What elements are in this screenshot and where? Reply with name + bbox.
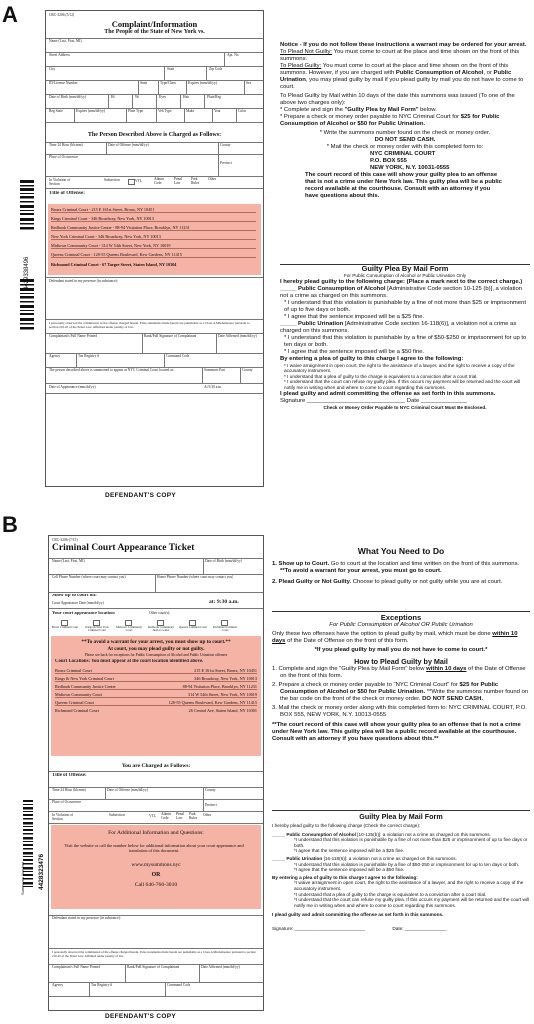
field-county-2: County bbox=[242, 368, 253, 372]
how-step-2d: DO NOT SEND CASH. bbox=[422, 696, 483, 702]
ticket-court-name-midtown: Midtown Community Court bbox=[55, 692, 161, 698]
barcode-a bbox=[18, 180, 42, 330]
notice-prepare-2: $25 for Public Consumption of Alcohol or $50 for Public Urination. bbox=[280, 114, 500, 127]
field-apt: Apt. No. bbox=[227, 53, 240, 57]
field-title-offense: Title of Offense: bbox=[49, 191, 85, 195]
how-step-3: 3. Mail the check or money order along with this completed form to: NYC CRIMINAL COURT, P.O. BOX 555, NEW YORK, N.Y. 10013-0555 bbox=[272, 705, 527, 718]
ticket-field-cell: Cell Phone Number (where court may contact you) bbox=[52, 575, 126, 579]
notice-warning: Notice - If you do not follow these instructions a warrant may be ordered for your arrest. bbox=[280, 42, 527, 48]
ticket-court-name-redhook: Redhook Community Justice Center bbox=[55, 684, 161, 690]
ticket-charged-heading: You are Charged as Follows: bbox=[121, 763, 191, 769]
ticket-field-place: Place of Occurrence bbox=[52, 800, 82, 804]
location-option-richmond[interactable]: Richmond Criminal Court bbox=[213, 626, 237, 633]
field-agency: Agency bbox=[49, 354, 61, 358]
plea-alcohol-label-b: _____ Public Consumption of Alcohol bbox=[272, 831, 356, 837]
panel-b-label: B bbox=[2, 512, 18, 537]
exceptions-sub: For Public Consumption of Alcohol OR Public Urination bbox=[329, 622, 473, 628]
field-summoned: The person described above is summoned to appear at NYC Criminal Court located at: bbox=[49, 368, 174, 372]
field-state: State bbox=[167, 67, 175, 71]
ticket-field-county: County bbox=[205, 788, 216, 792]
ticket-appearance-time: at: 9:30 a.m. bbox=[209, 599, 239, 605]
field-violation: In Violation of Section bbox=[49, 178, 71, 186]
location-option-redhook[interactable]: Redhook Community Justice Center bbox=[148, 626, 174, 633]
field-summons-part: Summons Part bbox=[204, 368, 226, 372]
exceptions-divider bbox=[272, 611, 530, 612]
field-ht: Ht bbox=[111, 95, 115, 99]
ticket-field-agency: Agency bbox=[52, 983, 64, 987]
field-zip: Zip Code bbox=[209, 67, 223, 71]
back-step-2-text: Choose to plead guilty or not guilty while you are at court. bbox=[351, 579, 503, 585]
location-option-midtown[interactable]: Midtown Community Court bbox=[115, 626, 143, 633]
ticket-field-date-affirmed: Date Affirmed (mm/dd/yy) bbox=[201, 965, 240, 969]
ticket-defendant-stated: Defendant stated in my presence (in substance): bbox=[52, 916, 121, 920]
ticket-field-tax: Tax Registry # bbox=[91, 983, 113, 987]
exceptions-section bbox=[272, 613, 530, 743]
ticket-title: Criminal Court Appearance Ticket bbox=[52, 543, 195, 553]
how-to-heading: How to Plead Guilty by Mail bbox=[354, 657, 448, 666]
ticket-warning-1: **To avoid a warrant for your arrest, you must show up to court.** bbox=[81, 639, 231, 645]
what-you-need-to-do bbox=[272, 546, 530, 586]
field-color: Color bbox=[238, 109, 247, 113]
ticket-court-name-richmond: Richmond Criminal Court bbox=[55, 708, 99, 713]
location-option-queens[interactable]: Queens Criminal Court bbox=[179, 626, 207, 629]
field-admin-code: Admin Code bbox=[154, 177, 164, 185]
field-county: County bbox=[220, 143, 231, 147]
field-reg-expires: Expires (mm/dd/yy) bbox=[76, 109, 106, 113]
notice-address-3: NEW YORK, N.Y. 10031-0555 bbox=[370, 165, 450, 171]
plea-refuse-b: *I understand that the court can refuse my guilty plea. If this occurs my payment will be returned and the court will notify me in writing when and where to come to court regarding this summons. bbox=[294, 897, 530, 908]
plea-check-a: Check or Money Order Payable to NYC Criminal Court Must Be Enclosed. bbox=[323, 404, 487, 410]
field-make: Make bbox=[186, 109, 195, 113]
guilty-plea-form-b bbox=[272, 812, 530, 932]
how-step-1c: of the Date of Offense on the front of this form. bbox=[280, 666, 526, 679]
plea-urination-text-b: [16-118(6)]: a violation not a crime as charged on this summons. bbox=[322, 855, 457, 861]
field-date-offense: Date of Offense (mm/dd/yy) bbox=[108, 143, 149, 147]
court-row-new-york: New York Criminal Court - 346 Broadway, New York, NY 10013 bbox=[51, 234, 256, 240]
plea-alcohol-2-a: * I agree that the sentence imposed will be a $25 fine. bbox=[284, 313, 425, 320]
court-row-richmond: Richmond Criminal Court - 67 Targee Street, Staten Island, NY 10304 bbox=[51, 262, 177, 267]
ticket-field-home: Home Phone Number (where court may contact you) bbox=[157, 575, 234, 579]
notice-address-1: NYC CRIMINAL COURT bbox=[370, 151, 436, 157]
ticket-website[interactable]: www.mysummons.nyc bbox=[131, 862, 181, 868]
complaint-information-form bbox=[45, 10, 264, 487]
ticket-other-courts: Other court(s): bbox=[149, 611, 171, 615]
ticket-warning-3: Please see back for exceptions for Public Consumption of Alcohol and Public Urination offenses bbox=[84, 653, 228, 657]
notice-guilty-label: To Plead Guilty: bbox=[280, 63, 322, 69]
ticket-court-name-kings: Kings & New York Criminal Court bbox=[55, 676, 161, 682]
ticket-info-text: Visit the website or call the number below for additional information about your court appearance and translation of this document. bbox=[64, 843, 244, 854]
ticket-show-up: Show up to court on: bbox=[52, 594, 97, 598]
plea-urination-label-b: _____ Public Urination bbox=[272, 855, 323, 861]
exceptions-heading: Exceptions bbox=[380, 613, 422, 622]
form-code: CRC-3206 (5/12) bbox=[49, 13, 75, 17]
plea-admit-b: I plead guilty and admit committing the offense as set forth in this summons. bbox=[272, 912, 444, 918]
ticket-court-name-queens: Queens Criminal Court bbox=[55, 700, 161, 706]
field-id: ID/License Number bbox=[49, 81, 78, 85]
notice-no-cash: DO NOT SEND CASH. bbox=[374, 137, 436, 143]
ticket-field-vtl: VTL bbox=[149, 814, 156, 818]
field-penal-law: Penal Law bbox=[174, 177, 182, 185]
notice-record: The court record of this case will show your guilty plea to an offense that is not a crime under New York law. This guilty plea will be a public record available at the courthouse. Consult with an attorney if you have questions about this. bbox=[305, 172, 502, 199]
plea-title-b: Guilty Plea by Mail Form bbox=[359, 812, 443, 821]
field-street: Street Address bbox=[49, 53, 70, 57]
field-id-state: State bbox=[140, 81, 148, 85]
notice-complete-1: * Complete and sign the bbox=[280, 107, 345, 113]
plea-urination-1-b: *I understand that this violation is punishable by a fine of $50-250 or imprisonment for up to ten days or both. bbox=[294, 861, 520, 867]
ticket-field-penal: Penal Law bbox=[176, 812, 184, 820]
field-reg-state: Reg State bbox=[49, 109, 63, 113]
field-sex: Sex bbox=[246, 81, 252, 85]
back-step-1-title: 1. Show up to Court. bbox=[272, 561, 330, 567]
plea-urination-2-a: * I agree that the sentence imposed will be a $50 fine. bbox=[284, 348, 425, 355]
field-command-code: Command Code bbox=[166, 354, 190, 358]
ticket-or: OR bbox=[151, 872, 161, 878]
ticket-court-locations: Court Locations: You must appear at the court location identified above. bbox=[55, 659, 204, 664]
field-park-rules: Park Rules bbox=[191, 177, 200, 185]
ticket-court-address-richmond: 26 Central Ave, Staten Island, NY 10301 bbox=[188, 708, 257, 713]
field-dob: Date of Birth (mm/dd/yy) bbox=[49, 95, 87, 99]
field-wt: Wt bbox=[135, 95, 140, 99]
back-step-2-title: 2. Plead Guilty or Not Guilty. bbox=[272, 579, 352, 585]
plea-conviction-a: * I understand that a plea of guilty to the charge is equivalent to a conviction after a court trial. bbox=[284, 373, 478, 379]
barcode-number-b: 4428323476 bbox=[38, 853, 45, 890]
court-row-bronx: Bronx Criminal Court - 215 E 161st Street, Bronx, NY 10451 bbox=[51, 207, 256, 213]
back-record: **The court record of this case will show your guilty plea to an offense that is not a crime under New York law. This guilty plea will be a public record available at the courthouse. Consult with an attorney if you have questions about this.** bbox=[272, 722, 521, 742]
panel-a-label: A bbox=[2, 2, 18, 27]
plea-conviction-b: *I understand that a plea of guilty to the charge is equivalent to a conviction after a court trial. bbox=[294, 891, 487, 897]
defendants-copy-caption-a: DEFENDANT'S COPY bbox=[105, 492, 176, 499]
field-vtl: VTL bbox=[135, 179, 142, 183]
how-step-2b: $25 for Public Consumption of Alcohol or $50 for Public Urination. bbox=[280, 682, 499, 695]
plea-hereby-b: I hereby plead guilty to the following charge (Check the correct charge): bbox=[272, 823, 421, 828]
ticket-affirmation: I personally observed the commission of the offense charged herein. False statements made herein are punishable as a Class A Misdemeanor pursuant to section 210.45 of the Penal Law. Affirmed under penalty of law. bbox=[52, 950, 256, 958]
ticket-court-address-midtown: 314 W 54th Street, New York, NY 10019 bbox=[161, 692, 257, 698]
ticket-code: CRC-3206-(7/15) bbox=[52, 538, 78, 542]
exceptions-text-2: within 10 days bbox=[272, 631, 518, 644]
form-title: Complaint/Information bbox=[111, 19, 198, 29]
field-subsection: Subsection bbox=[104, 178, 120, 182]
plea-urination-1-a: * I understand that this violation is punishable by a fine of $50-$250 or imprisonment for up to ten days or both. bbox=[284, 334, 527, 348]
ticket-location-label: Your court appearance location: bbox=[52, 610, 116, 615]
how-step-2a: 2. Prepare a check or money order payable to "NYC Criminal Court" for bbox=[272, 682, 460, 688]
plea-alcohol-text-b: [10-125(b)]: a violation not a crime as charged on this summons. bbox=[355, 831, 491, 837]
notice-or: , or bbox=[483, 70, 494, 76]
ticket-field-admin: Admin Code bbox=[161, 812, 171, 820]
affirmation-text: I personally observed the commission of the offense charged herein. False statements made herein are punishable as a Class A Misdemeanor pursuant to section 210.45 of the Penal Law. Affirmed under penalty of law. bbox=[49, 321, 250, 329]
plea-subtitle-a: For Public Consumption of Alcohol or Public Urination Only bbox=[343, 273, 467, 278]
ticket-field-time: Time 24 Hour (hh:mm) bbox=[52, 788, 86, 792]
notice-not-guilty-label: To Plead Not Guilty: bbox=[280, 49, 333, 55]
ticket-court-address-bronx: 215 E 161st Street, Bronx, NY 10451 bbox=[161, 668, 257, 674]
plea-divider-b bbox=[272, 810, 530, 811]
plea-entering-b: By entering a plea of guilty to this charge I agree to the following: bbox=[272, 874, 418, 880]
notice-guilty-text-1: You must come to court at the place and time shown on the front of this summons. However, if you are charged with bbox=[280, 63, 509, 76]
field-expires: Expires (mm/dd/yy) bbox=[188, 81, 218, 85]
ticket-appearance-date: Court Appearance Date (mm/dd/yy) bbox=[52, 601, 104, 605]
ticket-field-name: Name (Last, First, MI) bbox=[52, 559, 85, 563]
appearance-ticket-form bbox=[48, 535, 264, 1011]
field-date-appearance: Date of Appearance (mm/dd/yy) bbox=[49, 385, 96, 389]
ticket-court-address-queens: 120-55 Queens Boulevard, Kew Gardens, NY 11415 bbox=[161, 700, 257, 706]
notice-not-guilty-text: You must come to court at the place and time shown on the front of this summons. bbox=[280, 49, 520, 62]
plea-alcohol-1-b: *I understand that this violation is punishable by a fine of not more than $25 or imprisonment of up to five days or both. bbox=[294, 837, 528, 848]
ticket-field-precinct: Precinct bbox=[205, 803, 217, 807]
notice-complete-2: "Guilty Plea by Mail Form" bbox=[344, 107, 419, 113]
form-subtitle: The People of the State of New York vs. bbox=[104, 29, 205, 35]
court-row-redhook: Redhook Community Justice Center - 88-94 Visitation Place, Brooklyn, NY 11231 bbox=[51, 225, 256, 231]
notice-text bbox=[280, 42, 530, 200]
field-tax-registry: Tax Registry # bbox=[78, 354, 100, 358]
ticket-field-complainant: Complainant's Full Name Printed bbox=[52, 965, 101, 969]
ticket-field-park: Park Rules bbox=[189, 812, 198, 820]
ticket-info-title: For Additional Information and Questions: bbox=[108, 830, 204, 836]
ticket-phone[interactable]: Call 646-760-3010 bbox=[134, 882, 178, 888]
plea-alcohol-text-a: [Administrative Code section 10-125 (b)], a violation not a crime as charged on this summons. bbox=[280, 285, 523, 299]
guilty-plea-form-a bbox=[280, 265, 530, 410]
field-other: Other bbox=[208, 177, 217, 181]
plea-signature-b[interactable]: Signature: ___________________________ bbox=[272, 925, 366, 931]
field-place: Place of Occurrence bbox=[49, 155, 79, 159]
court-row-queens: Queens Criminal Court - 120-55 Queens Boulevard, Kew Gardens, NY 11415 bbox=[51, 252, 256, 258]
field-time: Time 24 Hour (hh:mm) bbox=[49, 143, 83, 147]
exceptions-note: *If you plead guilty by mail you do not have to come to court.* bbox=[314, 647, 488, 653]
ticket-warning-2: At court, you may plead guilty or not guilty. bbox=[107, 646, 205, 652]
notice-mail-intro: To Plead Guilty by Mail within 10 days of the date this summons was issued (To one of the above two charges only): bbox=[280, 93, 515, 106]
how-step-1a: 1. Complete and sign the "Guilty Plea by Mail Form" below bbox=[272, 666, 427, 672]
field-eyes: Eyes bbox=[159, 95, 166, 99]
ticket-title-offense: Title of Offense: bbox=[52, 773, 87, 778]
field-appearance-time: At 9:30 a.m. bbox=[204, 385, 222, 389]
summons-number-label: Summons Number bbox=[20, 861, 25, 895]
field-name: Name (Last, First, MI) bbox=[49, 39, 82, 43]
plea-alcohol-label-a: _____ Public Consumption of Alcohol bbox=[280, 285, 386, 292]
barcode-number-a: 4429338496 bbox=[24, 256, 30, 290]
back-step-1-text: Go to court at the location and time written on the front of this summons. bbox=[329, 561, 520, 567]
ticket-field-violation: In Violation of Section bbox=[52, 813, 74, 821]
location-option-bronx[interactable]: Bronx Criminal Court bbox=[51, 626, 79, 629]
court-row-midtown: Midtown Community Court - 314 W 54th Street, New York, NY 10019 bbox=[51, 243, 256, 249]
plea-urination-label-a: _____ Public Urination bbox=[280, 320, 344, 327]
ticket-court-address-redhook: 88-94 Visitation Place, Brooklyn, NY 11231 bbox=[161, 684, 257, 690]
plea-entering-a: By entering a plea of guilty to this charge I agree to the following: bbox=[280, 355, 464, 362]
ticket-field-date-offense: Date of Offense (mm/dd/yy) bbox=[107, 788, 148, 792]
notice-alcohol: Public Consumption of Alcohol bbox=[395, 70, 484, 76]
field-plate: Plate/Reg bbox=[207, 95, 221, 99]
back-heading: What You Need to Do bbox=[357, 546, 445, 556]
field-precinct: Precinct bbox=[220, 161, 232, 165]
court-row-kings: Kings Criminal Court - 346 Broadway, New York, NY 10013 bbox=[51, 216, 256, 222]
plea-admit-a: I plead guilty and admit committing the offense as set forth in this summons. bbox=[280, 390, 496, 397]
field-hair: Hair bbox=[183, 95, 190, 99]
ticket-field-command: Command Code bbox=[167, 983, 191, 987]
notice-prepare-1: * Prepare a check or money order payable to NYC Criminal Court for bbox=[280, 114, 461, 120]
field-city: City bbox=[49, 67, 56, 71]
plea-waive-b: *I waive arraignment in open court, the right to the assistance of a lawyer, and the right to receive a copy of the accusatory instrument. bbox=[294, 880, 524, 891]
ticket-court-name-bronx: Bronx Criminal Court bbox=[55, 668, 161, 674]
ticket-field-subsection: Subsection bbox=[109, 813, 125, 817]
field-type: Type/Class bbox=[160, 81, 176, 85]
plea-waive-a: * I waive arraignment in open court, the right to the assistance of a lawyer, and the right to receive a copy of the accusatory instrument. bbox=[284, 362, 515, 374]
how-step-2c: **Write the summons number found on the bar code on the front of the check or money order. bbox=[280, 689, 529, 702]
charged-heading: The Person Described Above is Charged as Follows: bbox=[87, 132, 222, 138]
how-step-1b: within 10 days bbox=[426, 666, 467, 672]
ticket-field-rank: Rank/Full Signature of Complainant bbox=[127, 965, 180, 969]
exceptions-text-3: of the Date of Offense on the front of this form. bbox=[285, 638, 409, 644]
plea-urination-2-b: *I agree that the sentence imposed will be a $50 fine. bbox=[294, 867, 405, 873]
plea-alcohol-2-b: *I agree that the sentence imposed will be a $25 fine. bbox=[294, 848, 405, 854]
notice-write-summons: * Write the summons number found on the check or money order. bbox=[319, 130, 491, 136]
notice-urination: Public Urination bbox=[280, 70, 512, 83]
back-step-1-warning: **To avoid a warrant for your arrest, you must go to court. bbox=[280, 568, 442, 574]
field-defendant-stated: Defendant stated in my presence (in substance): bbox=[49, 279, 118, 283]
field-date-affirmed: Date Affirmed (mm/dd/yy) bbox=[218, 334, 257, 338]
plea-title-a: Guilty Plea By Mail Form bbox=[361, 264, 449, 273]
notice-address-2: P.O. BOX 555 bbox=[370, 158, 407, 164]
plea-urination-text-a: [Administrative Code section 16-118(6)], a violation not a crime as charged on this summons. bbox=[280, 320, 517, 334]
ticket-court-address-kings: 346 Broadway, New York, NY 10013 bbox=[161, 676, 257, 682]
field-veh-type: Veh Type bbox=[158, 109, 172, 113]
ticket-field-dob: Date of Birth (mm/dd/yy) bbox=[205, 559, 243, 563]
field-complainant: Complainant's Full Name Printed bbox=[49, 334, 98, 338]
plea-hereby-a: I hereby plead guilty to the following charge: (Place a mark next to the correct charge.) bbox=[280, 278, 523, 285]
plea-signature-a[interactable]: Signature ______________________________ Date ______________ bbox=[280, 397, 467, 404]
notice-mail: * Mail the check or money order with this completed form to: bbox=[326, 144, 484, 150]
field-plate-type: Plate Type bbox=[128, 109, 144, 113]
plea-refuse-a: * I understand that the court can refuse my guilty plea. If this occurs my payment will be returned and the court will notify me in writing when and where to come to court regarding this summons. bbox=[284, 379, 521, 390]
field-rank: Rank/Full Signature of Complainant bbox=[144, 334, 197, 338]
plea-alcohol-1-a: * I understand that this violation is punishable by a fine of not more than $25 or imprisonment of up to five days or both. bbox=[284, 299, 526, 313]
notice-guilty-text-2: , you may plead guilty by mail if you plead guilty by mail you do not have to come to court. bbox=[280, 77, 524, 90]
exceptions-text-1: Only these two offenses have the option to plead guilty by mail, which must be done bbox=[272, 631, 493, 637]
ticket-field-other: Other bbox=[203, 813, 212, 817]
location-option-kings-ny[interactable]: Kings & New York Criminal Court bbox=[85, 626, 109, 633]
plea-date-b[interactable]: Date: ________________ bbox=[392, 925, 447, 931]
field-year: Year bbox=[214, 109, 221, 113]
defendants-copy-caption-b: DEFENDANT'S COPY bbox=[105, 1013, 176, 1020]
notice-complete-3: below. bbox=[418, 107, 437, 113]
